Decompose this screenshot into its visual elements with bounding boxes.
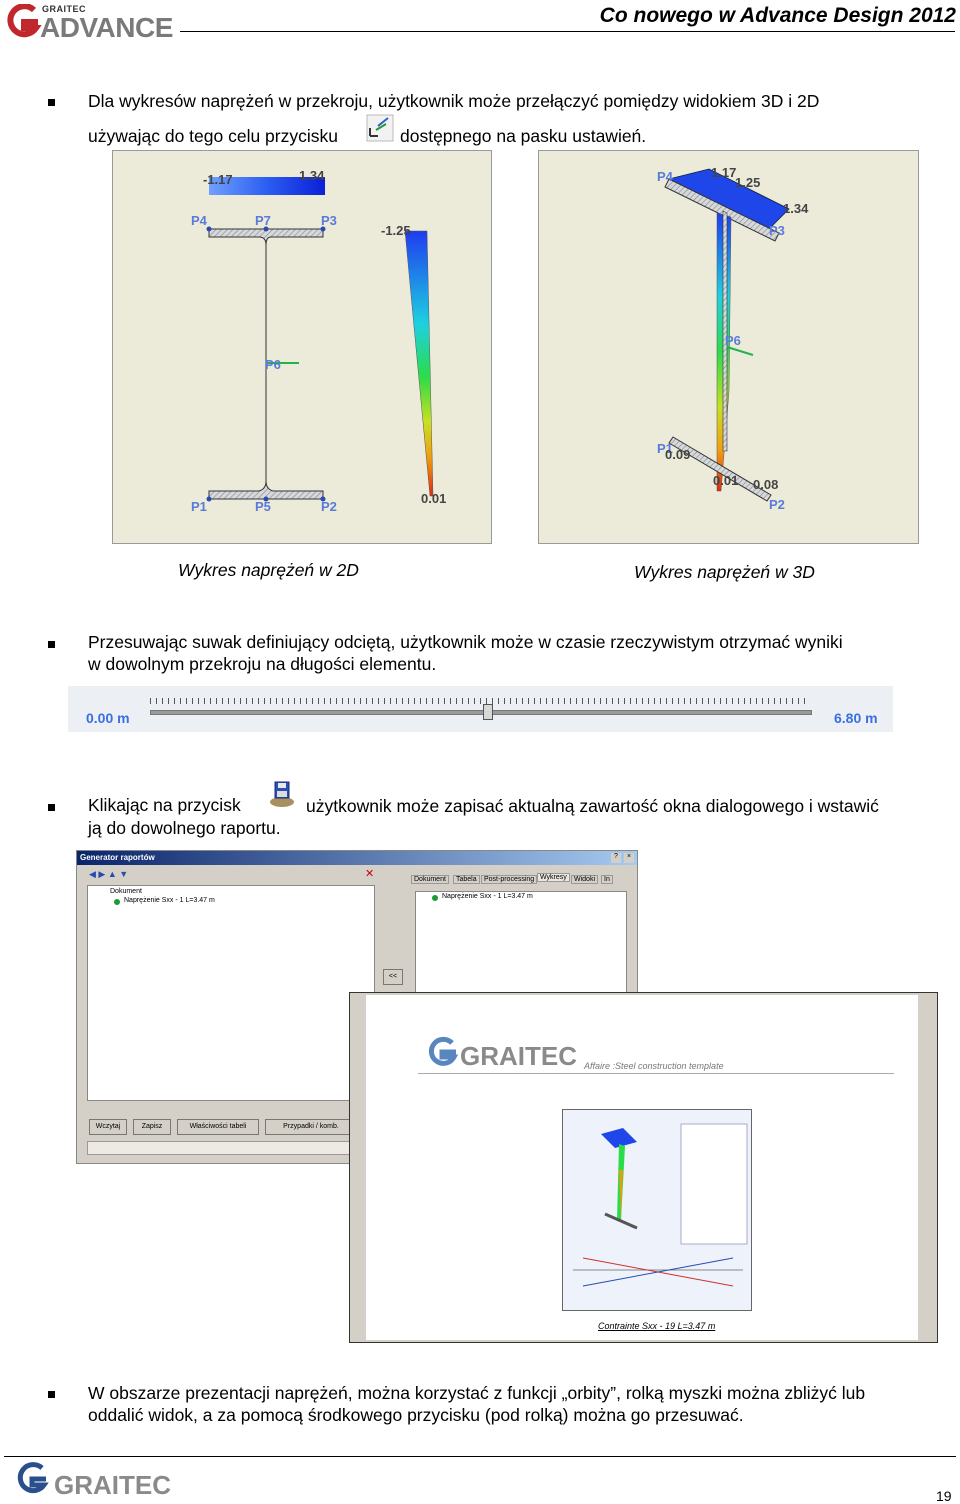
slider-ticks <box>150 698 810 704</box>
wedge-bottom-value: 0.01 <box>421 491 447 506</box>
nav-arrows-icon[interactable]: ◀ ▶ ▲ ▼ <box>89 869 129 879</box>
para-2-line-2: w dowolnym przekroju na długości elementu. <box>88 654 437 674</box>
tree-root[interactable]: Dokument <box>110 888 142 895</box>
report-rule <box>418 1073 894 1074</box>
tab-in[interactable]: In <box>601 875 613 884</box>
caption-3d: Wykres naprężeń w 3D <box>634 562 815 582</box>
point-label-p6: P6 <box>725 333 741 348</box>
collapse-button[interactable]: << <box>383 969 403 985</box>
value-5: 0.01 <box>713 473 739 488</box>
tab-wykresy[interactable]: Wykresy <box>537 873 570 882</box>
charts-list[interactable] <box>415 891 627 993</box>
tab-tabela[interactable]: Tabela <box>453 875 480 884</box>
bullet-1 <box>48 99 55 106</box>
wedge-top-value: -1.25 <box>381 223 411 238</box>
point-label-p7: P7 <box>255 213 271 228</box>
slider-track[interactable] <box>150 710 812 715</box>
footer-rule <box>4 1456 956 1457</box>
para-3-line-1a: Klikając na przycisk <box>88 795 241 815</box>
header-title: Co nowego w Advance Design 2012 <box>599 4 956 27</box>
bar-right-value: 1.34 <box>299 168 325 183</box>
para-1-line-1: Dla wykresów naprężeń w przekroju, użytkownik może przełączyć pomiędzy widokiem 3D i 2D <box>88 91 820 111</box>
para-1-line-2a: używając do tego celu przycisku <box>88 126 338 146</box>
caption-2d: Wykres naprężeń w 2D <box>178 560 359 580</box>
value-6: 0.08 <box>753 477 779 492</box>
graitec-g-logo-icon <box>4 4 42 40</box>
graitec-g-logo-icon <box>422 1035 462 1071</box>
point-label-p3: P3 <box>321 213 337 228</box>
para-2-line-1: Przesuwając suwak definiujący odciętą, użytkownik może w czasie rzeczywistym otrzymać wyniki <box>88 632 843 652</box>
para-4-line-2: oddalić widok, a za pomocą środkowego przycisku (pod rolką) można go przesuwać. <box>88 1405 744 1425</box>
tab-widoki[interactable]: Widoki <box>571 875 598 884</box>
delete-icon[interactable]: ✕ <box>365 868 375 880</box>
stress-diagram-2d <box>112 150 492 544</box>
para-3-line-1b: użytkownik może zapisać aktualną zawartość okna dialogowego i wstawić <box>306 796 879 816</box>
tab-dokument[interactable]: Dokument <box>411 875 449 884</box>
report-tree-panel[interactable] <box>87 885 375 1101</box>
load-cases-button[interactable]: Przypadki / komb. <box>265 1119 357 1135</box>
bullet-4 <box>48 1391 55 1398</box>
point-label-p3: P3 <box>769 223 785 238</box>
report-logo-text: GRAITEC <box>460 1041 577 1071</box>
value-2: 1.25 <box>735 175 761 190</box>
point-label-p2: P2 <box>769 497 785 512</box>
bullet-3 <box>48 804 55 811</box>
report-affair: Affaire :Steel construction template <box>584 1061 724 1071</box>
point-label-p2: P2 <box>321 499 337 514</box>
slider-min-label: 0.00 m <box>86 710 130 726</box>
graitec-footer-g-icon <box>12 1462 50 1498</box>
value-3: 1.34 <box>783 201 809 216</box>
page-number: 19 <box>936 1488 952 1504</box>
footer-logo-text: GRAITEC <box>54 1470 171 1500</box>
logo-big-text: ADVANCE <box>40 12 173 43</box>
dialog-title: Generator raportów <box>80 853 155 862</box>
save-to-report-icon <box>266 778 298 810</box>
report-page <box>366 995 918 1340</box>
close-button[interactable]: × <box>624 853 634 863</box>
point-label-p5: P5 <box>255 499 271 514</box>
para-3-line-2: ją do dowolnego raportu. <box>88 818 281 838</box>
stress-diagram-3d <box>538 150 919 544</box>
load-button[interactable]: Wczytaj <box>89 1119 127 1135</box>
point-label-p6: P6 <box>265 357 281 372</box>
bullet-2 <box>48 641 55 648</box>
report-preview <box>349 992 938 1343</box>
point-label-p1: P1 <box>657 441 673 456</box>
value-1: 1.17 <box>711 165 737 180</box>
view-3d-2d-toggle-icon <box>366 114 394 142</box>
slider-max-label: 6.80 m <box>834 710 878 726</box>
slider-thumb[interactable] <box>483 704 493 720</box>
abscissa-slider-panel <box>68 686 893 732</box>
point-label-p4: P4 <box>657 169 673 184</box>
para-4-line-1: W obszarze prezentacji naprężeń, można korzystać z funkcji „orbity”, rolką myszki można zbliżyć lub <box>88 1383 866 1403</box>
green-dot-icon <box>114 899 120 905</box>
table-properties-button[interactable]: Właściwości tabeli <box>177 1119 259 1135</box>
status-bar <box>87 1141 359 1155</box>
report-caption: Contrainte Sxx - 19 L=3.47 m <box>598 1321 716 1331</box>
point-label-p1: P1 <box>191 499 207 514</box>
tab-post-processing[interactable]: Post-processing <box>481 875 537 884</box>
logo-small-text: GRAITEC <box>42 4 86 14</box>
save-button[interactable]: Zapisz <box>133 1119 171 1135</box>
bar-left-value: -1.17 <box>203 172 233 187</box>
chart-list-item[interactable]: Naprężenie Sxx - 1 L=3.47 m <box>442 893 533 900</box>
report-embedded-screenshot <box>562 1109 752 1311</box>
point-label-p4: P4 <box>191 213 207 228</box>
header-rule <box>180 31 955 32</box>
dialog-titlebar <box>77 851 637 865</box>
para-1-line-2b: dostępnego na pasku ustawień. <box>400 126 647 146</box>
value-4: 0.09 <box>665 447 691 462</box>
green-dot-icon <box>432 895 438 901</box>
help-button[interactable]: ? <box>611 853 621 863</box>
tree-item[interactable]: Naprężenie Sxx - 1 L=3.47 m <box>124 897 215 904</box>
